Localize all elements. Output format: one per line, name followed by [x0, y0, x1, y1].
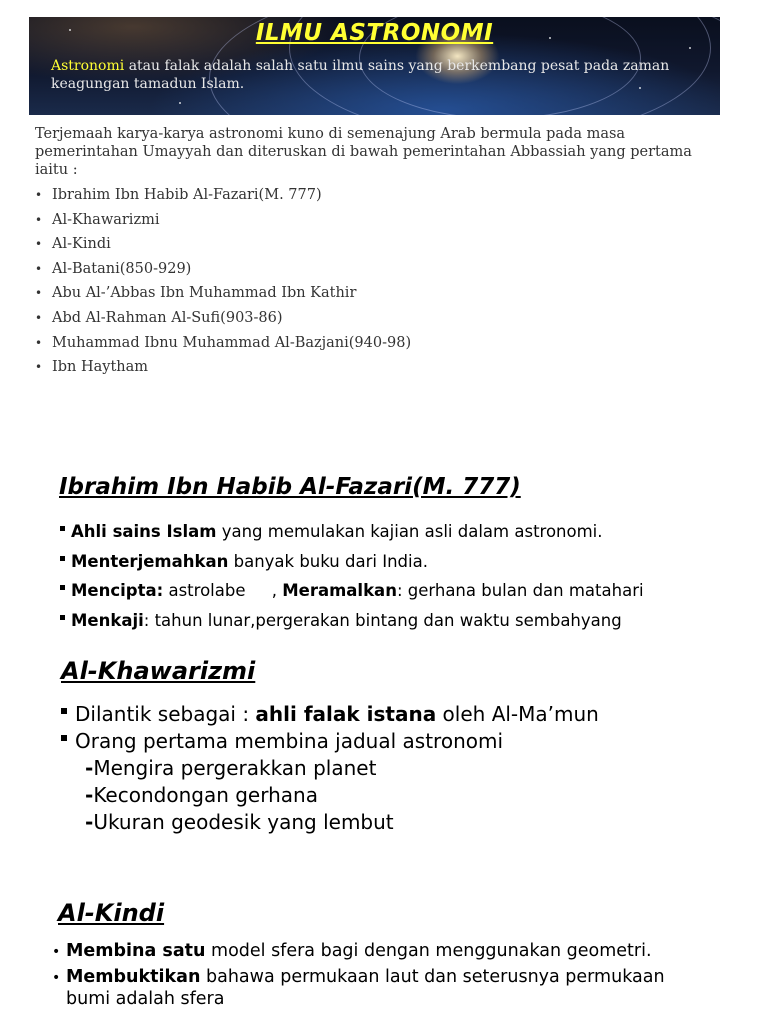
bullet-icon: • — [35, 335, 43, 350]
list-item: Menkaji: tahun lunar,pergerakan bintang dan waktu sembahyang — [60, 609, 644, 639]
list-item-continuation: bumi adalah sfera — [66, 989, 225, 1009]
list-item — [35, 232, 411, 257]
page-title: ILMU ASTRONOMI — [255, 20, 494, 46]
intro-paragraph: Terjemaah karya-karya astronomi kuno di semenajung Arab bermula pada masa pemerintahan Umayyah dan diteruskan di bawah pemerintahan Abbassiah yang pertama iaitu : — [35, 126, 692, 178]
section-heading-khawarizmi: Al-Khawarizmi — [61, 657, 256, 685]
list-item — [35, 355, 411, 380]
highlight-word: Astronomi — [51, 58, 125, 74]
scholar-name: Muhammad Ibnu Muhammad Al-Bazjani(940-98) — [52, 334, 412, 351]
bullet-icon: • — [52, 970, 61, 986]
sub-list-item: -Kecondongan gerhana — [85, 783, 318, 807]
square-bullet-icon — [60, 585, 65, 590]
star-dot — [179, 102, 181, 104]
square-bullet-icon — [60, 615, 65, 620]
scholar-list — [35, 183, 411, 380]
square-bullet-icon — [60, 526, 65, 531]
list-item: Mencipta: astrolabe , Meramalkan: gerhana bulan dan matahari — [60, 579, 644, 609]
banner-description — [51, 57, 711, 93]
section-heading-kindi: Al-Kindi — [58, 899, 165, 927]
bullet-icon: • — [35, 360, 43, 375]
scholar-name: Al-Kindi — [52, 236, 111, 253]
list-item — [35, 183, 411, 208]
star-dot — [689, 47, 691, 49]
square-bullet-icon — [61, 708, 67, 714]
square-bullet-icon — [60, 556, 65, 561]
list-item: Orang pertama membina jadual astronomi — [61, 729, 599, 756]
khawarizmi-list — [61, 702, 599, 837]
scholar-name: Ibrahim Ibn Habib Al-Fazari(M. 777) — [52, 187, 322, 203]
list-item — [35, 331, 411, 356]
list-item: Dilantik sebagai : ahli falak istana oleh Al-Ma’mun — [61, 702, 599, 729]
list-item: Ahli sains Islam yang memulakan kajian asli dalam astronomi. — [60, 520, 644, 550]
square-bullet-icon — [61, 735, 67, 741]
kindi-list — [52, 940, 665, 1009]
scholar-name: Al-Batani(850-929) — [52, 260, 192, 277]
sub-list-item: -Mengira pergerakkan planet — [85, 756, 377, 780]
bullet-icon: • — [35, 237, 43, 252]
dash-icon: - — [85, 756, 94, 780]
bullet-icon: • — [52, 944, 61, 960]
list-item: • Membuktikan bahawa permukaan laut dan seterusnya permukaan — [52, 967, 665, 987]
bullet-icon: • — [35, 261, 43, 276]
bullet-icon: • — [35, 212, 43, 227]
section-heading-fazari: Ibrahim Ibn Habib Al-Fazari(M. 777) — [59, 474, 521, 500]
scholar-name: Abu Al-’Abbas Ibn Muhammad Ibn Kathir — [52, 285, 357, 302]
list-item — [35, 281, 411, 306]
fazari-list — [60, 520, 644, 638]
list-item — [35, 306, 411, 331]
list-item — [35, 208, 411, 233]
bullet-icon: • — [35, 310, 43, 325]
scholar-name: Al-Khawarizmi — [52, 211, 160, 228]
title-banner — [29, 17, 720, 115]
scholar-name: Abd Al-Rahman Al-Sufi(903-86) — [52, 309, 283, 326]
banner-description-rest: atau falak adalah salah satu ilmu sains yang berkembang pesat pada zaman keagungan tamadun Islam. — [51, 58, 670, 92]
list-item: • Membina satu model sfera bagi dengan menggunakan geometri. — [52, 941, 652, 961]
bullet-icon: • — [35, 188, 43, 202]
list-item: Menterjemahkan banyak buku dari India. — [60, 550, 644, 580]
scholar-name: Ibn Haytham — [52, 359, 148, 376]
bullet-icon: • — [35, 286, 43, 301]
dash-icon: - — [85, 810, 94, 834]
dash-icon: - — [85, 783, 94, 807]
list-item — [35, 257, 411, 282]
sub-list-item: -Ukuran geodesik yang lembut — [85, 810, 394, 834]
